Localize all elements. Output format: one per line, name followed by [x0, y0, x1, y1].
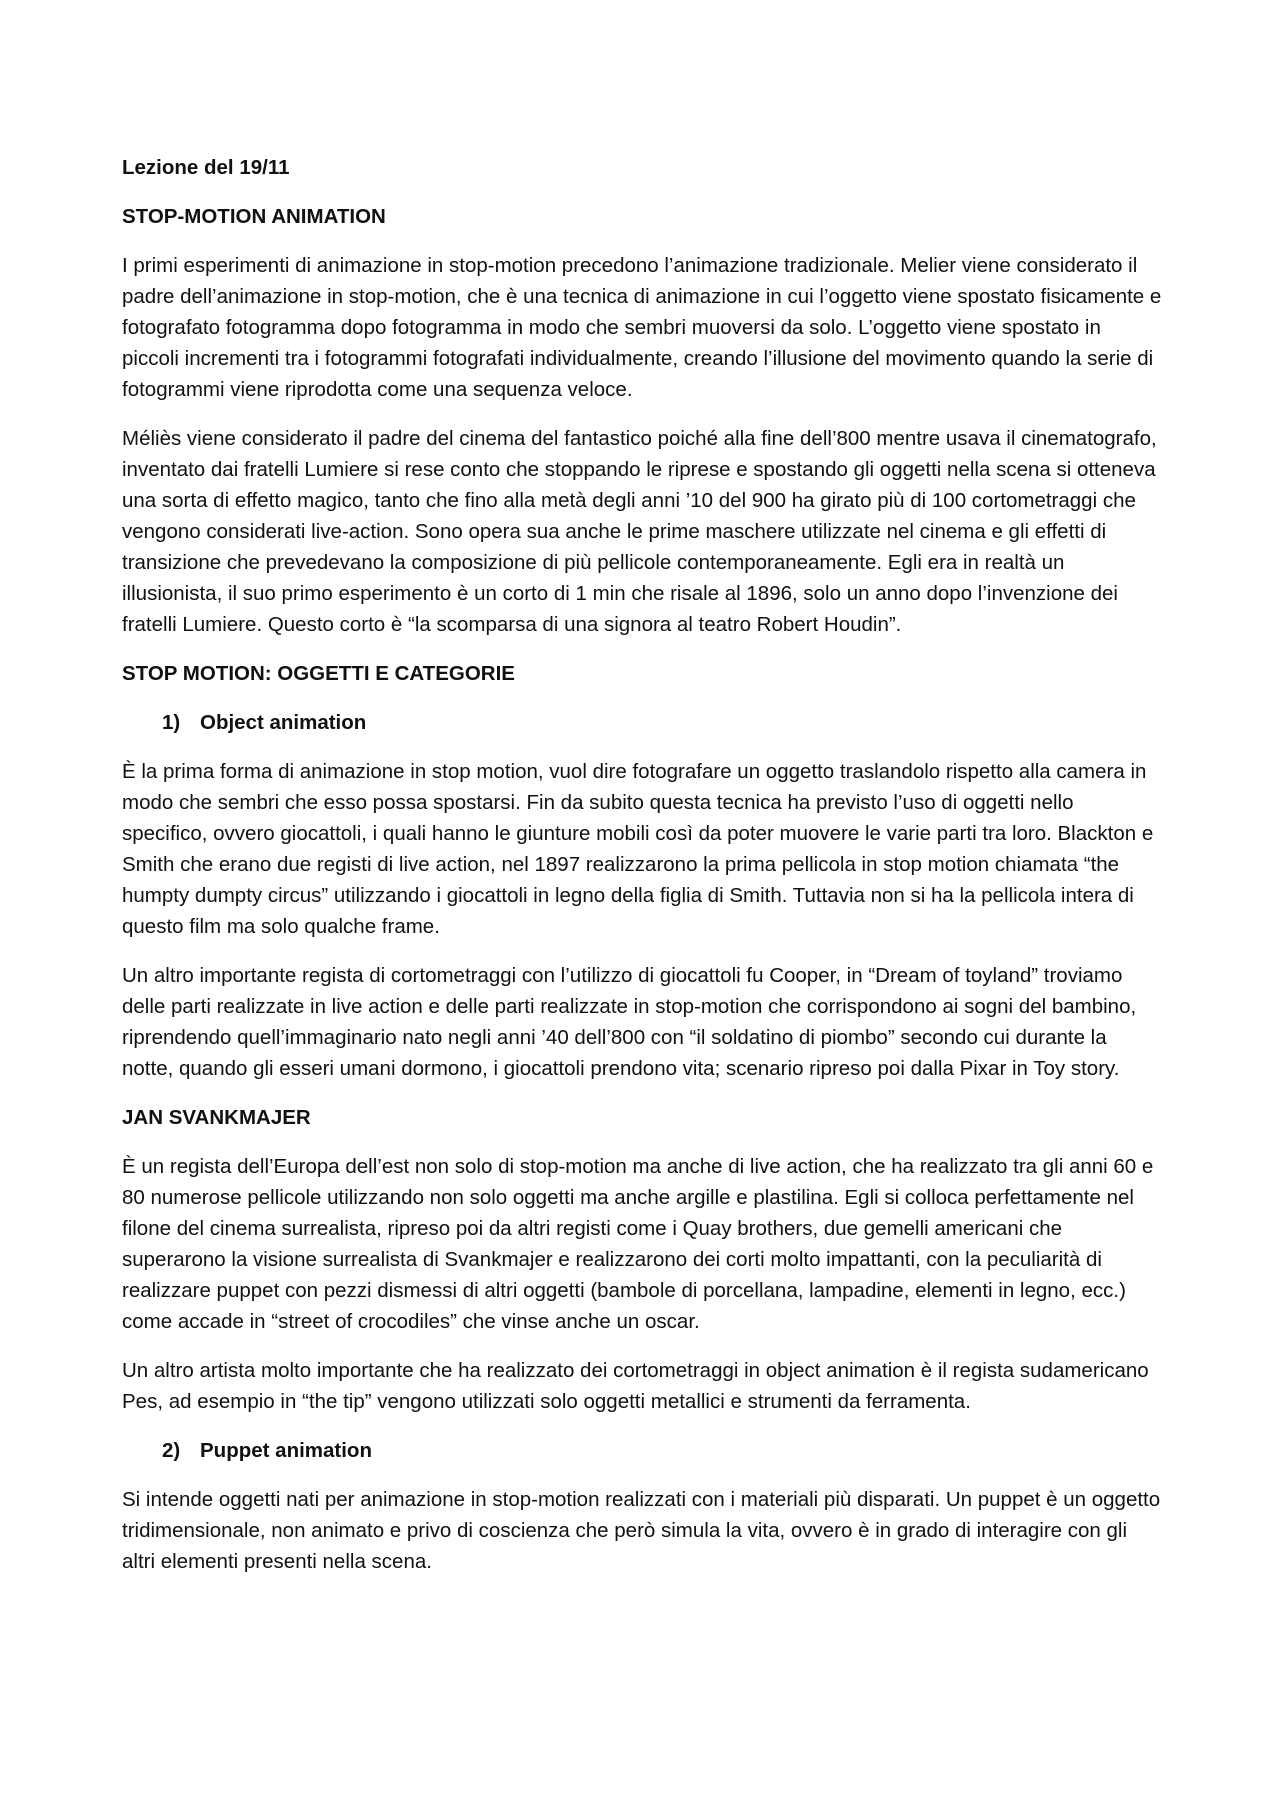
paragraph: Méliès viene considerato il padre del cinema del fantastico poiché alla fine dell’800 mentre usava il cinematografo, inventato dai fratelli Lumiere si rese conto che stoppando le riprese e spostando gli oggetti nella scena si otteneva una sorta di effetto magico, tanto che fino alla metà degli anni ’10 del 900 ha girato più di 100 cortometraggi che vengono considerati live-action. Sono opera sua anche le prime maschere utilizzate nel cinema e gli effetti di transizione che prevedevano la composizione di più pellicole contemporaneamente. Egli era in realtà un illusionista, il suo primo esperimento è un corto di 1 min che risale al 1896, solo un anno dopo l’invenzione dei fratelli Lumiere. Questo corto è “la scomparsa di una signora al teatro Robert Houdin”. [122, 427, 1157, 636]
document-page [122, 152, 1162, 1595]
paragraph: Un altro artista molto importante che ha realizzato dei cortometraggi in object animation è il regista sudamericano Pes, ad esempio in “the tip” vengono utilizzati solo oggetti metallici e strumenti da ferramenta. [122, 1359, 1149, 1413]
list-number: 2) [162, 1439, 181, 1462]
paragraph: I primi esperimenti di animazione in stop-motion precedono l’animazione tradizionale. Melier viene considerato il padre dell’animazione in stop-motion, che è una tecnica di animazione in cui l’oggetto viene spostato fisicamente e fotografato fotogramma dopo fotogramma in modo che sembri muoversi da solo. L’oggetto viene spostato in piccoli incrementi tra i fotogrammi fotografati individualmente, creando l’illusione del movimento quando la serie di fotogrammi viene riprodotta come una sequenza veloce. [122, 254, 1162, 401]
paragraph: È un regista dell’Europa dell’est non solo di stop-motion ma anche di live action, che ha realizzato tra gli anni 60 e 80 numerose pellicole utilizzando non solo oggetti ma anche argille e plastilina. Egli si colloca perfettamente nel filone del cinema surrealista, ripreso poi da altri registi come i Quay brothers, due gemelli americani che superarono la visione surrealista di Svankmajer e realizzarono dei corti molto impattanti, con la peculiarità di realizzare puppet con pezzi dismessi di altri oggetti (bambole di porcellana, lampadine, elementi in legno, ecc.) come accade in “street of crocodiles” che vinse anche un oscar. [122, 1155, 1154, 1333]
list-number: 1) [162, 711, 181, 734]
paragraph: Un altro importante regista di cortometraggi con l’utilizzo di giocattoli fu Cooper, in “Dream of toyland” troviamo delle parti realizzate in live action e delle parti realizzate in stop-motion che corrispondono ai sogni del bambino, riprendendo quell’immaginario nato negli anni ’40 dell’800 con “il soldatino di piombo” secondo cui durante la notte, quando gli esseri umani dormono, i giocattoli prendono vita; scenario ripreso poi dalla Pixar in Toy story. [122, 964, 1137, 1080]
numbered-item-puppet-animation [122, 1435, 1162, 1466]
section-heading-svankmajer: JAN SVANKMAJER [122, 1106, 311, 1129]
list-item-label: Puppet animation [200, 1439, 372, 1462]
numbered-item-object-animation [122, 707, 1162, 738]
section-heading-oggetti-categorie: STOP MOTION: OGGETTI E CATEGORIE [122, 662, 515, 685]
list-item-label: Object animation [200, 711, 367, 734]
paragraph: Si intende oggetti nati per animazione in stop-motion realizzati con i materiali più disparati. Un puppet è un oggetto tridimensionale, non animato e privo di coscienza che però simula la vita, ovvero è in grado di interagire con gli altri elementi presenti nella scena. [122, 1488, 1161, 1573]
paragraph: È la prima forma di animazione in stop motion, vuol dire fotografare un oggetto traslandolo rispetto alla camera in modo che sembri che esso possa spostarsi. Fin da subito questa tecnica ha previsto l’uso di oggetti nello specifico, ovvero giocattoli, i quali hanno le giunture mobili così da poter muovere le varie parti tra loro. Blackton e Smith che erano due registi di live action, nel 1897 realizzarono la prima pellicola in stop motion chiamata “the humpty dumpty circus” utilizzando i giocattoli in legno della figlia di Smith. Tuttavia non si ha la pellicola intera di questo film ma solo qualche frame. [122, 760, 1154, 938]
page-title: Lezione del 19/11 [122, 156, 290, 179]
section-heading-stop-motion-animation: STOP-MOTION ANIMATION [122, 205, 386, 228]
